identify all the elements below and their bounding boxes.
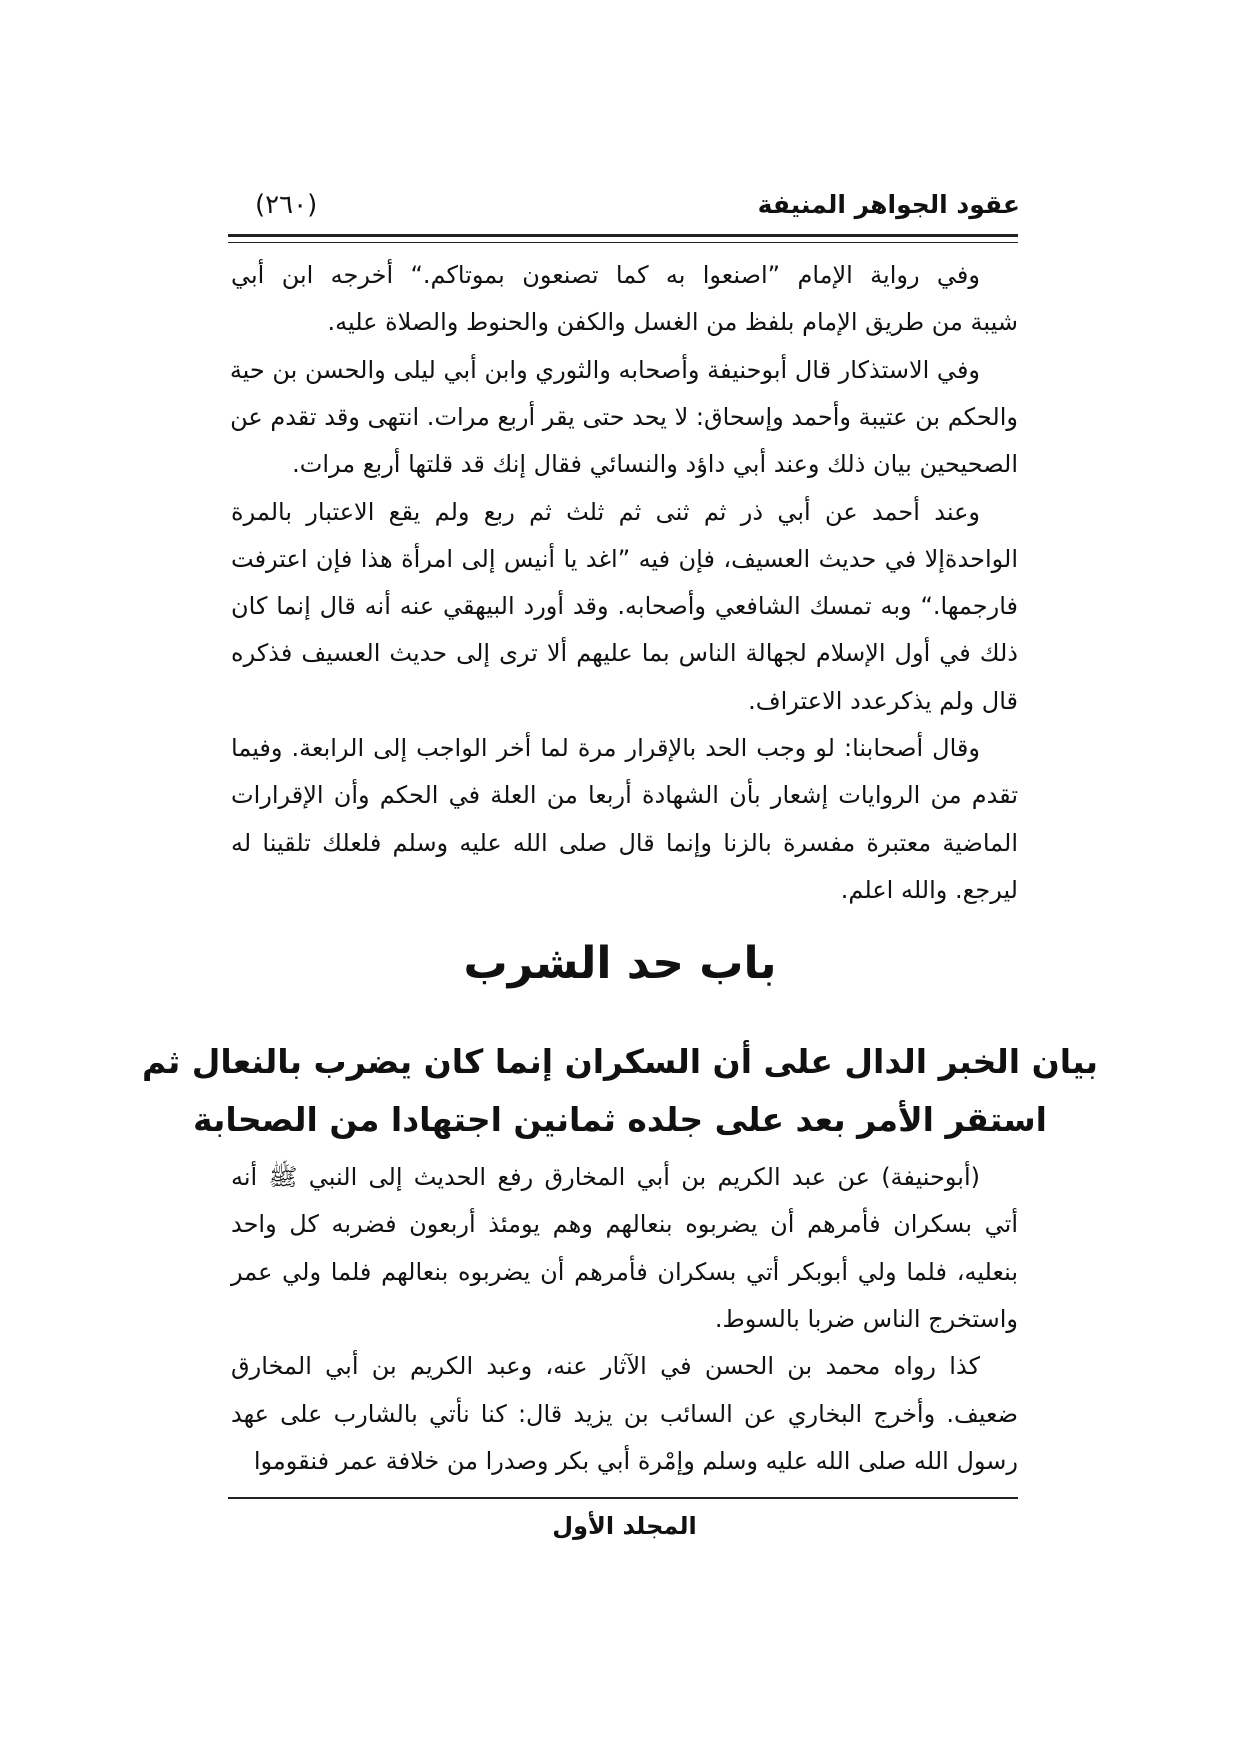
text-line-content: الماضية معتبرة مفسرة بالزنا وإنما قال صلى الله عليه وسلم فلعلك تلقينا له: [231, 828, 1018, 857]
text-line-content: واستخرج الناس ضربا بالسوط.: [714, 1304, 1018, 1333]
text-line-content: الواحدةإلا في حديث العسيف، فإن فيه ”اغد يا أنيس إلى امرأة هذا فإن اعترفت: [231, 544, 1018, 573]
text-line: [231, 1444, 1018, 1478]
text-line-content: وقال أصحابنا: لو وجب الحد بالإقرار مرة لما أخر الواجب إلى الرابعة. وفيما: [231, 734, 980, 762]
chapter-title: باب حد الشرب: [463, 938, 777, 989]
text-line-content: شيبة من طريق الإمام بلفظ من الغسل والكفن والحنوط والصلاة عليه.: [327, 308, 1018, 337]
text-line-content: قال ولم يذكرعدد الاعتراف.: [748, 686, 1018, 715]
text-line: [231, 636, 1018, 670]
volume-footer: المجلد الأول: [552, 1512, 697, 1540]
text-line: [231, 873, 1018, 907]
text-line-content: فارجمها.“ وبه تمسك الشافعي وأصحابه. وقد أورد البيهقي عنه أنه قال إنما كان: [231, 592, 1018, 621]
text-line: [231, 305, 1018, 339]
text-line: [231, 495, 1018, 529]
text-line: [231, 826, 1018, 860]
text-line: [231, 589, 1018, 623]
text-line-content: كذا رواه محمد بن الحسن في الآثار عنه، وعبد الكريم بن أبي المخارق: [231, 1352, 980, 1381]
text-line: [231, 731, 1018, 765]
section-title-line-2: استقر الأمر بعد على جلده ثمانين اجتهادا من الصحابة: [193, 1100, 1047, 1139]
header-divider: [228, 234, 1018, 243]
text-line: [231, 1255, 1018, 1289]
text-line-content: وفي الاستذكار قال أبوحنيفة وأصحابه والثوري وابن أبي ليلى والحسن بن حية: [229, 355, 980, 384]
text-line: [231, 1160, 1018, 1194]
running-title: عقود الجواهر المنيفة: [757, 190, 1020, 219]
text-line-content: ليرجع. والله اعلم.: [840, 875, 1018, 904]
text-line: [231, 353, 1018, 387]
text-line: [231, 447, 1018, 481]
text-line: [231, 542, 1018, 576]
page-number: (٢٦٠): [255, 190, 318, 220]
text-line-content: ذلك في أول الإسلام لجهالة الناس بما عليهم ألا ترى إلى حديث العسيف فذكره: [231, 639, 1018, 668]
section-title-line-1: بيان الخبر الدال على أن السكران إنما كان يضرب بالنعال ثم: [142, 1042, 1098, 1081]
text-line-content: ضعيف. وأخرج البخاري عن السائب بن يزيد قال: كنا نأتي بالشارب على عهد: [231, 1399, 1018, 1428]
text-line-content: (أبوحنيفة) عن عبد الكريم بن أبي المخارق رفع الحديث إلى النبي ﷺ أنه: [231, 1163, 980, 1191]
text-line: [231, 1397, 1018, 1431]
text-line-content: وفي رواية الإمام ”اصنعوا به كما تصنعون بموتاكم.“ أخرجه ابن أبي: [231, 261, 980, 289]
text-line-content: الصحيحين بيان ذلك وعند أبي داؤد والنسائي فقال إنك قد قلتها أربع مرات.: [292, 450, 1018, 479]
text-line: [231, 1207, 1018, 1241]
text-line: [231, 400, 1018, 434]
footer-divider: [228, 1497, 1018, 1499]
text-line: [231, 1349, 1018, 1383]
text-line: [231, 1302, 1018, 1336]
text-line-content: بنعليه، فلما ولي أبوبكر أتي بسكران فأمرهم أن يضربوه بنعالهم فلما ولي عمر: [231, 1257, 1018, 1286]
text-line-content: رسول الله صلى الله عليه وسلم وإمْرة أبي بكر وصدرا من خلافة عمر فنقوموا: [253, 1446, 1018, 1475]
text-line-content: والحكم بن عتيبة وأحمد وإسحاق: لا يحد حتى يقر أربع مرات. انتهى وقد تقدم عن: [230, 402, 1018, 431]
text-line: [231, 778, 1018, 812]
text-line-content: تقدم من الروايات إشعار بأن الشهادة أربعا من العلة في الحكم وأن الإقرارات: [231, 781, 1018, 810]
text-line-content: وعند أحمد عن أبي ذر ثم ثنى ثم ثلث ثم ربع ولم يقع الاعتبار بالمرة: [231, 497, 980, 526]
text-line-content: أتي بسكران فأمرهم أن يضربوه بنعالهم وهم يومئذ أربعون فضربه كل واحد: [231, 1210, 1018, 1239]
text-line: [231, 258, 1018, 292]
text-line: [231, 684, 1018, 718]
